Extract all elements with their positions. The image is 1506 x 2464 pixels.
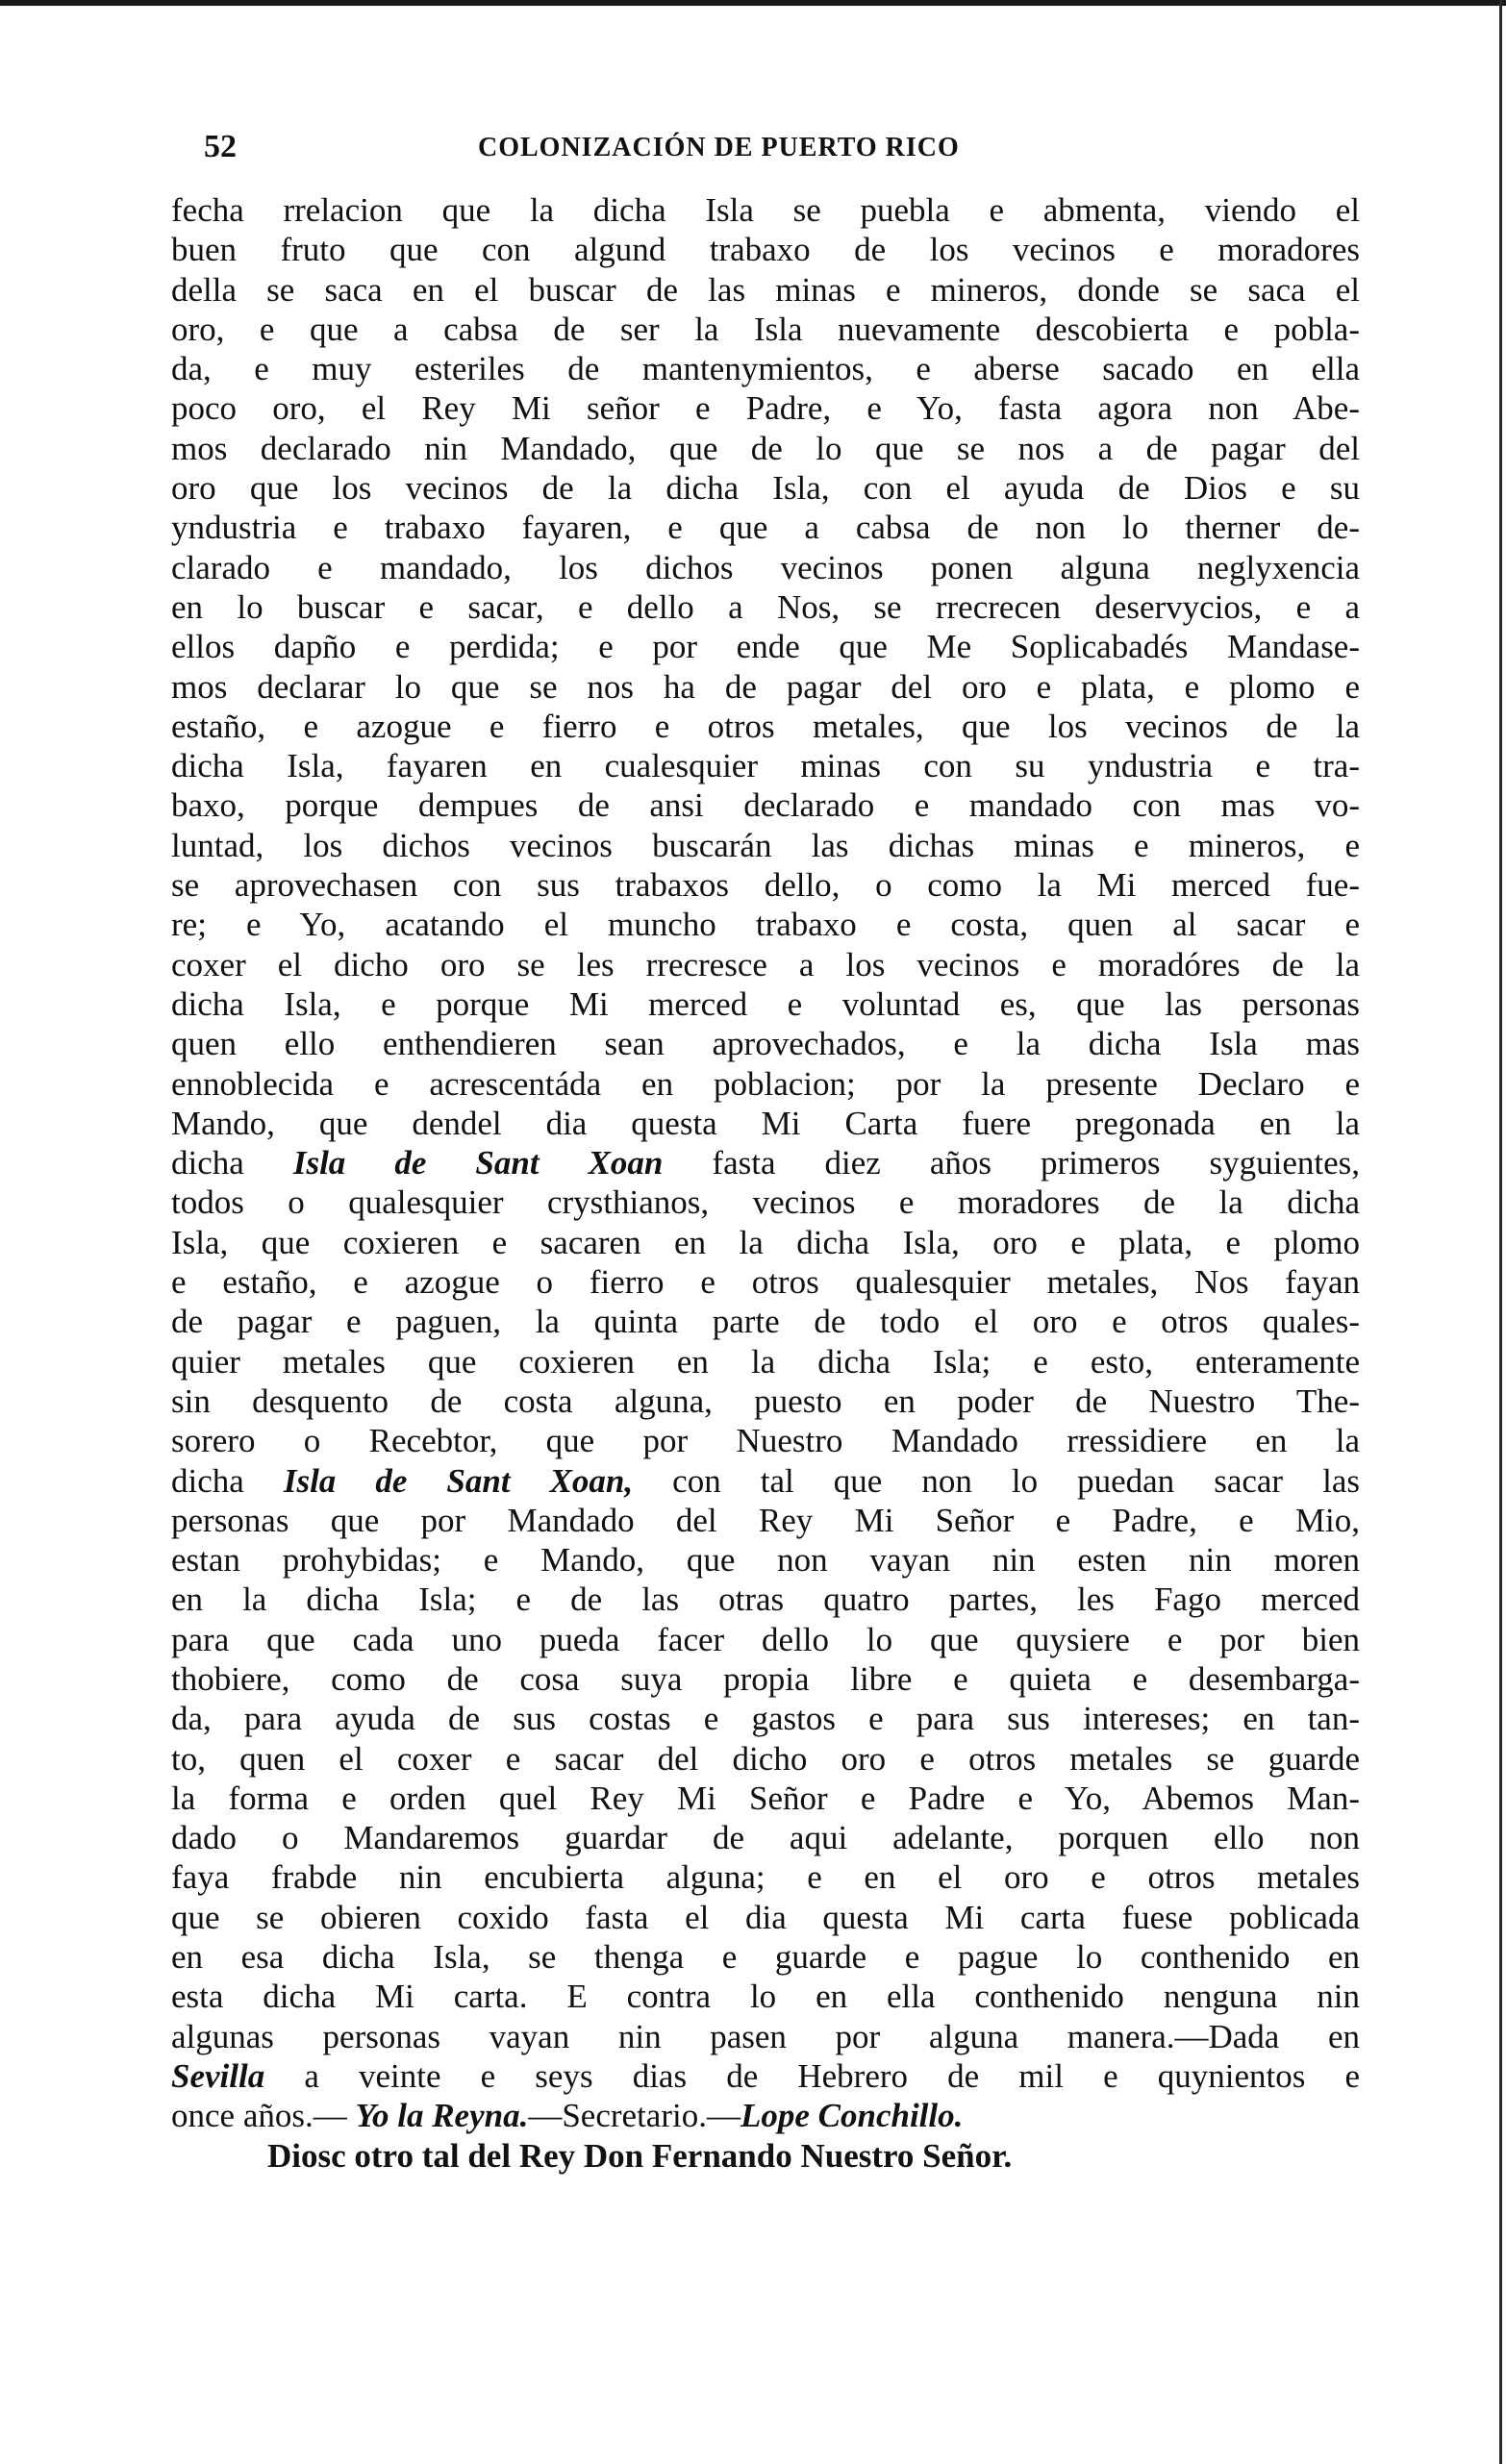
italic-text: Isla de Sant Xoan — [292, 1144, 664, 1182]
text-segment: Isla, que coxieren e sacaren en la dicha Isla, oro e plata, e plomo — [171, 1223, 1360, 1261]
text-segment: dicha Isla, e porque Mi merced e voluntad es, que las personas — [171, 984, 1360, 1023]
text-line — [171, 1739, 1360, 1779]
text-segment: la forma e orden quel Rey Mi Señor e Padre e Yo, Abemos Man- — [171, 1779, 1360, 1817]
text-segment: quier metales que coxieren en la dicha Isla; e esto, enteramente — [171, 1342, 1360, 1381]
text-segment: clarado e mandado, los dichos vecinos ponen alguna neglyxencia — [171, 548, 1360, 586]
text-line — [171, 1182, 1360, 1222]
text-segment: oro, e que a cabsa de ser la Isla nuevamente descobierta e pobla- — [171, 310, 1360, 348]
text-line — [171, 1540, 1360, 1580]
text-line — [171, 1779, 1360, 1818]
text-segment: to, quen el coxer e sacar del dicho oro e otros metales se guarde — [171, 1739, 1360, 1778]
text-segment: quen ello enthendieren sean aprovechados, e la dicha Isla mas — [171, 1025, 1360, 1063]
text-segment: estaño, e azogue e fierro e otros metales, que los vecinos de la — [171, 707, 1360, 745]
text-line — [171, 310, 1360, 349]
text-segment: dicha — [171, 1144, 293, 1182]
text-segment: estan prohybidas; e Mando, que non vayan nin esten nin moren — [171, 1541, 1360, 1580]
text-segment: personas que por Mandado del Rey Mi Señor e Padre, e Mio, — [171, 1501, 1360, 1539]
text-segment: en esa dicha Isla, se thenga e guarde e pague lo conthenido en — [171, 1938, 1360, 1977]
text-segment: della se saca en el buscar de las minas e mineros, donde se saca el — [171, 270, 1360, 309]
top-border-rule — [0, 0, 1506, 6]
document-body — [171, 190, 1360, 2176]
text-segment: fecha rrelacion que la dicha Isla se puebla e abmenta, viendo el — [171, 191, 1360, 229]
text-segment: da, para ayuda de sus costas e gastos e para sus intereses; en tan- — [171, 1700, 1360, 1738]
text-line — [171, 1381, 1360, 1421]
text-segment: baxo, porque dempues de ansi declarado e mandado con mas vo- — [171, 786, 1360, 825]
text-line — [171, 1421, 1360, 1460]
text-line — [171, 1620, 1360, 1659]
text-line — [171, 2056, 1360, 2096]
text-line — [171, 548, 1360, 587]
text-segment: ennoblecida e acrescentáda en poblacion; por la presente Declaro e — [171, 1064, 1360, 1103]
text-line — [171, 1501, 1360, 1540]
text-line — [171, 707, 1360, 746]
text-segment: con tal que non lo puedan sacar las — [633, 1461, 1360, 1500]
text-line — [171, 1818, 1360, 1857]
text-line — [171, 1857, 1360, 1897]
text-segment: once años.— — [171, 2097, 356, 2135]
running-head: COLONIZACIÓN DE PUERTO RICO — [478, 133, 960, 162]
text-segment: en la dicha Isla; e de las otras quatro partes, les Fago merced — [171, 1580, 1360, 1619]
italic-text: Lope Conchillo. — [740, 2097, 964, 2135]
text-segment: coxer el dicho oro se les rrecresce a los vecinos e moradóres de la — [171, 945, 1360, 983]
text-line — [171, 1898, 1360, 1937]
text-line — [171, 1342, 1360, 1381]
text-line — [171, 1262, 1360, 1302]
text-line — [171, 746, 1360, 785]
text-line — [171, 2096, 1360, 2135]
text-line — [171, 468, 1360, 508]
text-line — [171, 587, 1360, 627]
text-segment: a veinte e seys dias de Hebrero de mil e quynientos e — [264, 2056, 1360, 2095]
text-line — [171, 1461, 1360, 1501]
text-line — [171, 667, 1360, 707]
text-line — [171, 2017, 1360, 2056]
text-line — [171, 945, 1360, 984]
text-line — [171, 1223, 1360, 1262]
text-line — [171, 388, 1360, 428]
text-segment: de pagar e paguen, la quinta parte de todo el oro e otros quales- — [171, 1303, 1360, 1341]
text-segment: dicha Isla, fayaren en cualesquier minas con su yndustria e tra- — [171, 747, 1360, 785]
text-segment: ellos dapño e perdida; e por ende que Me Soplicabadés Mandase- — [171, 628, 1360, 666]
text-line — [171, 508, 1360, 547]
text-line — [171, 1699, 1360, 1738]
text-segment: fasta diez años primeros syguientes, — [663, 1144, 1360, 1182]
text-segment: buen fruto que con algund trabaxo de los vecinos e moradores — [171, 231, 1360, 269]
text-line — [171, 905, 1360, 944]
text-segment: re; e Yo, acatando el muncho trabaxo e costa, quen al sacar e — [171, 906, 1360, 944]
text-line — [171, 1659, 1360, 1699]
text-segment: que se obieren coxido fasta el dia questa Mi carta fuese poblicada — [171, 1898, 1360, 1936]
text-line — [171, 984, 1360, 1024]
text-line — [171, 230, 1360, 269]
text-line — [171, 627, 1360, 666]
text-line — [171, 1143, 1360, 1182]
text-segment: mos declarado nin Mandado, que de lo que se nos a de pagar del — [171, 429, 1360, 467]
text-segment: —Secretario.— — [528, 2097, 740, 2135]
page-number: 52 — [204, 129, 237, 164]
text-line — [171, 826, 1360, 865]
text-segment: todos o qualesquier crysthianos, vecinos e moradores de la dicha — [171, 1183, 1360, 1222]
text-segment: mos declarar lo que se nos ha de pagar del oro e plata, e plomo e — [171, 667, 1360, 706]
italic-text: Yo la Reyna. — [355, 2097, 529, 2135]
text-line — [171, 1104, 1360, 1143]
text-line — [171, 349, 1360, 388]
text-segment: dicha — [171, 1461, 284, 1500]
text-line — [171, 1024, 1360, 1063]
text-segment: algunas personas vayan nin pasen por alguna manera.—Dada en — [171, 2017, 1360, 2055]
text-segment: e estaño, e azogue o fierro e otros qualesquier metales, Nos fayan — [171, 1263, 1360, 1302]
text-segment: en lo buscar e sacar, e dello a Nos, se rrecrecen deservycios, e a — [171, 587, 1360, 626]
text-segment: esta dicha Mi carta. E contra lo en ella conthenido nenguna nin — [171, 1978, 1360, 2016]
right-border-rule — [1499, 0, 1502, 2464]
italic-text: Sevilla — [171, 2056, 265, 2095]
italic-text: Isla de Sant Xoan, — [283, 1461, 634, 1500]
text-segment: poco oro, el Rey Mi señor e Padre, e Yo, fasta agora non Abe- — [171, 389, 1360, 428]
text-segment: para que cada uno pueda facer dello lo que quysiere e por bien — [171, 1620, 1360, 1658]
text-segment: Mando, que dendel dia questa Mi Carta fuere pregonada en la — [171, 1104, 1360, 1142]
text-line — [171, 1064, 1360, 1104]
text-segment: dado o Mandaremos guardar de aqui adelante, porquen ello non — [171, 1819, 1360, 1857]
text-line — [171, 785, 1360, 825]
text-segment: thobiere, como de cosa suya propia libre e quieta e desembarga- — [171, 1659, 1360, 1698]
text-segment: luntad, los dichos vecinos buscarán las dichas minas e mineros, e — [171, 826, 1360, 864]
text-segment: se aprovechasen con sus trabaxos dello, o como la Mi merced fue- — [171, 866, 1360, 905]
text-line — [171, 429, 1360, 468]
text-segment: faya frabde nin encubierta alguna; e en el oro e otros metales — [171, 1858, 1360, 1897]
text-segment: sorero o Recebtor, que por Nuestro Mandado rressidiere en la — [171, 1422, 1360, 1460]
text-line — [171, 865, 1360, 905]
text-line — [171, 190, 1360, 230]
closing-line: Diosc otro tal del Rey Don Fernando Nuestro Señor. — [267, 2136, 1013, 2175]
text-segment: sin desquento de costa alguna, puesto en poder de Nuestro The- — [171, 1381, 1360, 1420]
text-segment: yndustria e trabaxo fayaren, e que a cabsa de non lo therner de- — [171, 509, 1360, 547]
text-line — [171, 1977, 1360, 2016]
text-line — [171, 270, 1360, 310]
text-line — [171, 1580, 1360, 1619]
text-line — [171, 1302, 1360, 1341]
text-segment: da, e muy esteriles de mantenymientos, e aberse sacado en ella — [171, 350, 1360, 388]
page-header — [204, 129, 1358, 177]
text-line — [171, 1937, 1360, 1977]
text-segment: oro que los vecinos de la dicha Isla, con el ayuda de Dios e su — [171, 469, 1360, 508]
